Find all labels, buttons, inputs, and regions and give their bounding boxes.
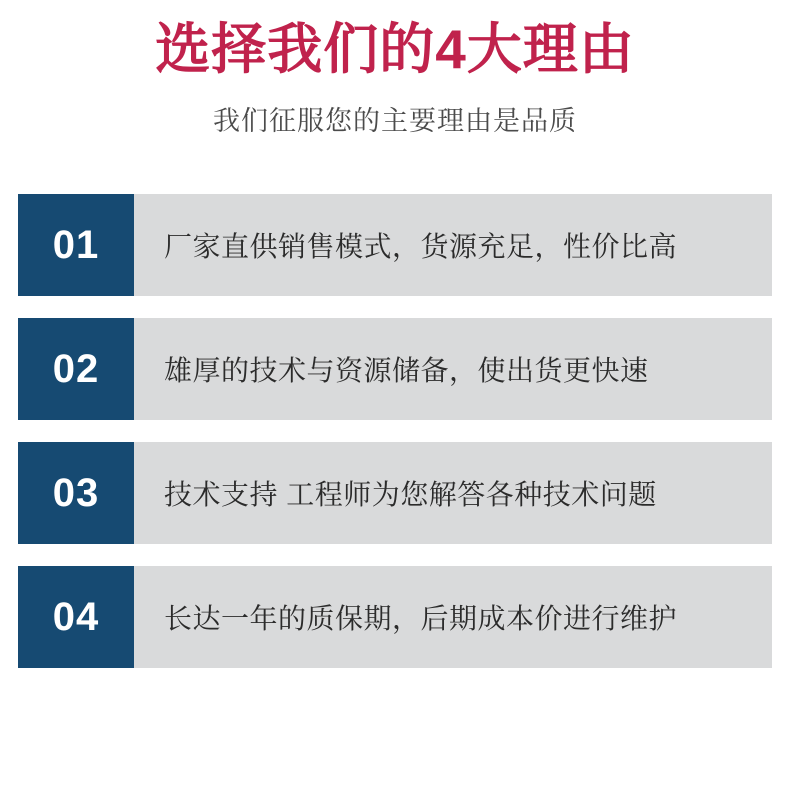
reason-number: 01	[18, 194, 134, 296]
page-title: 选择我们的4大理由	[155, 18, 635, 80]
list-item	[18, 194, 772, 296]
reason-number: 04	[18, 566, 134, 668]
page-subtitle: 我们征服您的主要理由是品质	[213, 106, 577, 137]
reason-text: 厂家直供销售模式，货源充足，性价比高	[164, 231, 678, 263]
page-header	[0, 0, 790, 138]
reason-text: 长达一年的质保期，后期成本价进行维护	[164, 603, 678, 635]
list-item	[18, 318, 772, 420]
reasons-list	[0, 194, 790, 668]
reason-number: 03	[18, 442, 134, 544]
reason-text: 技术支持 工程师为您解答各种技术问题	[164, 479, 657, 511]
list-item	[18, 442, 772, 544]
list-item	[18, 566, 772, 668]
reason-text: 雄厚的技术与资源储备，使出货更快速	[164, 355, 649, 387]
reason-number: 02	[18, 318, 134, 420]
